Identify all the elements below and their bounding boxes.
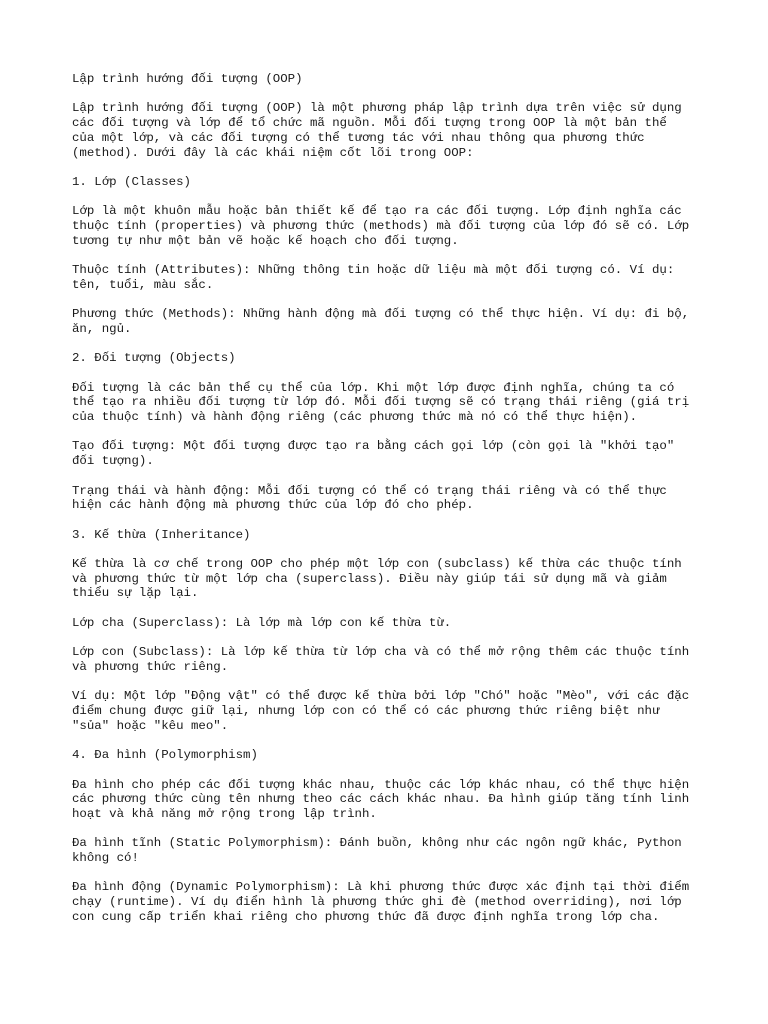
text-line: thiểu sự lặp lại. (72, 586, 199, 601)
document-page (72, 72, 712, 939)
text-line: Đa hình cho phép các đối tượng khác nhau, thuộc các lớp khác nhau, có thể thực hiện (72, 777, 690, 792)
state-behavior-paragraph (72, 484, 712, 513)
text-line: của một lớp, và các đối tượng có thể tương tác với nhau thông qua phương thức (72, 130, 645, 145)
text-line: Đa hình động (Dynamic Polymorphism): Là khi phương thức được xác định tại thời điểm (72, 880, 690, 895)
polymorphism-paragraph (72, 778, 712, 822)
create-object-paragraph (72, 439, 712, 468)
subclass-paragraph (72, 645, 712, 674)
section-heading-objects (72, 351, 712, 366)
text-line: và phương thức từ một lớp cha (superclass). Điều này giúp tái sử dụng mã và giảm (72, 571, 667, 586)
section-heading-inheritance (72, 528, 712, 543)
text-line: thể tạo ra nhiều đối tượng từ lớp đó. Mỗi đối tượng sẽ có trạng thái riêng (giá trị (72, 395, 690, 410)
superclass-paragraph (72, 616, 712, 631)
section-heading-classes (72, 175, 712, 190)
text-line: điểm chung được giữ lại, nhưng lớp con có thể có các phương thức riêng biệt như (72, 704, 660, 719)
document-title (72, 72, 712, 87)
section-heading-polymorphism (72, 748, 712, 763)
text-line: Lập trình hướng đối tượng (OOP) là một phương pháp lập trình dựa trên việc sử dụng (72, 101, 682, 116)
text-line: các đối tượng và lớp để tổ chức mã nguồn. Mỗi đối tượng trong OOP là một bản thể (72, 116, 667, 131)
methods-paragraph (72, 307, 712, 336)
dynamic-polymorphism-paragraph (72, 880, 712, 924)
text-line: hoạt và khả năng mở rộng trong lập trình. (72, 806, 377, 821)
text-line: 4. Đa hình (Polymorphism) (72, 748, 258, 763)
text-line: 2. Đối tượng (Objects) (72, 351, 236, 366)
text-line: Đa hình tĩnh (Static Polymorphism): Đánh buồn, không như các ngôn ngữ khác, Python (72, 836, 682, 851)
text-line: "sủa" hoặc "kêu meo". (72, 718, 229, 733)
text-line: các phương thức cùng tên nhưng theo các cách khác nhau. Đa hình giúp tăng tính linh (72, 792, 690, 807)
text-line: không có! (72, 851, 139, 865)
text-line: (method). Dưới đây là các khái niệm cốt lõi trong OOP: (72, 145, 474, 160)
text-line: tên, tuổi, màu sắc. (72, 277, 214, 292)
text-line: tương tự như một bản vẽ hoặc kế hoạch cho đối tượng. (72, 233, 459, 248)
text-line: hiện các hành động mà phương thức của lớp đó cho phép. (72, 498, 474, 513)
text-line: Phương thức (Methods): Những hành động mà đối tượng có thể thực hiện. Ví dụ: đi bộ, (72, 307, 690, 322)
text-line: của thuộc tính) và hành động riêng (các phương thức mà nó có thể thực hiện). (72, 410, 638, 425)
text-line: Lớp con (Subclass): Là lớp kế thừa từ lớp cha và có thể mở rộng thêm các thuộc tính (72, 645, 690, 660)
text-line: con cung cấp triển khai riêng cho phương thức đã được định nghĩa trong lớp cha. (72, 909, 660, 924)
text-line: Thuộc tính (Attributes): Những thông tin hoặc dữ liệu mà một đối tượng có. Ví dụ: (72, 263, 675, 278)
text-line: đối tượng). (72, 454, 154, 469)
text-line: Kế thừa là cơ chế trong OOP cho phép một lớp con (subclass) kế thừa các thuộc tính (72, 557, 682, 572)
text-line: Đối tượng là các bản thể cụ thể của lớp. Khi một lớp được định nghĩa, chúng ta có (72, 380, 675, 395)
text-line: ăn, ngủ. (72, 321, 132, 336)
text-line: Ví dụ: Một lớp "Động vật" có thể được kế thừa bởi lớp "Chó" hoặc "Mèo", với các đặc (72, 689, 690, 704)
text-line: chạy (runtime). Ví dụ điển hình là phương thức ghi đè (method overriding), nơi lớp (72, 895, 682, 910)
text-line: 1. Lớp (Classes) (72, 174, 191, 189)
inheritance-example-paragraph (72, 689, 712, 733)
inheritance-paragraph (72, 557, 712, 601)
text-line: Trạng thái và hành động: Mỗi đối tượng có thể có trạng thái riêng và có thể thực (72, 483, 667, 498)
text-line: và phương thức riêng. (72, 659, 229, 674)
classes-paragraph (72, 204, 712, 248)
attributes-paragraph (72, 263, 712, 292)
objects-paragraph (72, 381, 712, 425)
text-line: thuộc tính (properties) và phương thức (methods) mà đối tượng của lớp đó sẽ có. Lớp (72, 218, 690, 233)
text-line: Lớp là một khuôn mẫu hoặc bản thiết kế để tạo ra các đối tượng. Lớp định nghĩa các (72, 204, 682, 219)
text-line: Lớp cha (Superclass): Là lớp mà lớp con kế thừa từ. (72, 615, 452, 630)
text-line: Tạo đối tượng: Một đối tượng được tạo ra bằng cách gọi lớp (còn gọi là "khởi tạo" (72, 439, 675, 454)
text-line: 3. Kế thừa (Inheritance) (72, 527, 251, 542)
text-line: Lập trình hướng đối tượng (OOP) (72, 72, 303, 86)
static-polymorphism-paragraph (72, 836, 712, 865)
intro-paragraph (72, 101, 712, 160)
